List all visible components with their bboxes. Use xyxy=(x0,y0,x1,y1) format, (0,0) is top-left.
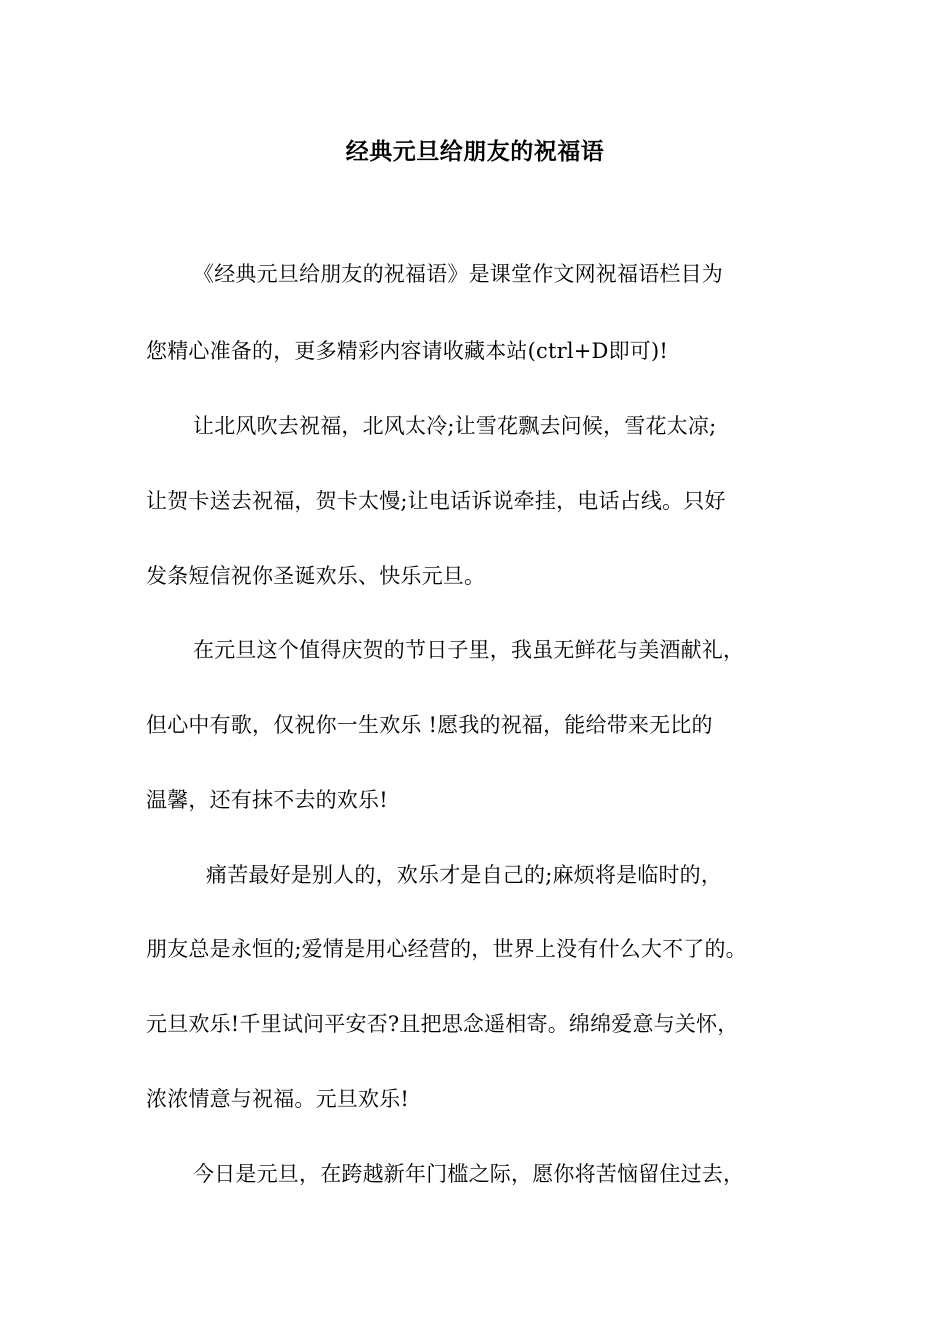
paragraph-line: 《经典元旦给朋友的祝福语》是课堂作文网祝福语栏目为 xyxy=(193,262,723,286)
paragraph-line: 但心中有歌，仅祝你一生欢乐 !愿我的祝福，能给带来无比的 xyxy=(146,713,713,737)
paragraph-line: 温馨，还有抹不去的欢乐! xyxy=(146,788,388,812)
paragraph-line: 您精心准备的，更多精彩内容请收藏本站(ctrl+D即可)! xyxy=(146,339,669,363)
paragraph-line: 朋友总是永恒的;爱情是用心经营的，世界上没有什么大不了的。 xyxy=(146,937,747,961)
paragraph-line: 让北风吹去祝福，北风太冷;让雪花飘去问候，雪花太凉; xyxy=(193,414,717,438)
paragraph-line: 浓浓情意与祝福。元旦欢乐! xyxy=(146,1087,410,1111)
document-title: 经典元旦给朋友的祝福语 xyxy=(345,138,605,165)
paragraph-line: 让贺卡送去祝福，贺卡太慢;让电话诉说牵挂，电话占线。只好 xyxy=(146,489,726,513)
paragraph-line: 痛苦最好是别人的，欢乐才是自己的;麻烦将是临时的， xyxy=(206,863,723,887)
paragraph-line: 今日是元旦，在跨越新年门槛之际，愿你将苦恼留住过去， xyxy=(193,1162,745,1186)
paragraph-line: 在元旦这个值得庆贺的节日子里，我虽无鲜花与美酒献礼， xyxy=(193,638,745,662)
paragraph-line: 元旦欢乐!千里试问平安否?且把思念遥相寄。绵绵爱意与关怀， xyxy=(146,1012,739,1036)
paragraph-line: 发条短信祝你圣诞欢乐、快乐元旦。 xyxy=(146,564,486,588)
